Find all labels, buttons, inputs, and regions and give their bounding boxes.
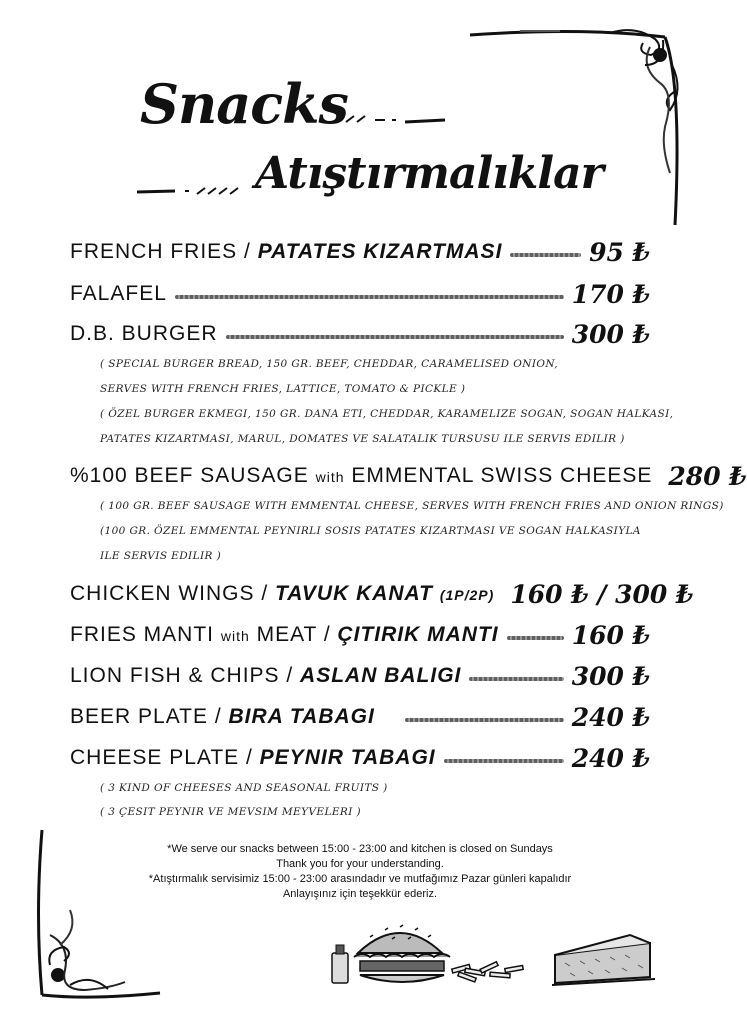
menu-item-fries-manti xyxy=(70,619,650,651)
sausage-description-line: (100 GR. ÖZEL EMMENTAL PEYNIRLI SOSIS PATATES KIZARTMASI VE SOGAN HALKASIYLA xyxy=(100,525,641,537)
item-name: FRENCH FRIES / xyxy=(70,240,258,263)
item-price: 95 ₺ xyxy=(589,237,650,267)
cheese-description-line: ( 3 KIND OF CHEESES AND SEASONAL FRUITS ) xyxy=(100,782,388,794)
item-price: 160 ₺ / 300 ₺ xyxy=(510,579,694,609)
thank-you-note-tr: Anlayışınız için teşekkür ederiz. xyxy=(282,888,438,900)
sausage-description-line: ILE SERVIS EDILIR ) xyxy=(100,550,222,562)
dotted-leader xyxy=(469,677,563,681)
menu-item-db-burger xyxy=(70,318,650,350)
title-flourish-left xyxy=(135,178,250,200)
item-price: 160 ₺ xyxy=(571,620,650,650)
menu-item-chicken-wings xyxy=(70,578,694,610)
item-name-alt: PATATES KIZARTMASI xyxy=(257,240,503,263)
dotted-leader xyxy=(444,759,564,763)
dotted-leader xyxy=(507,636,564,640)
item-price: 240 ₺ xyxy=(571,702,650,732)
dotted-leader xyxy=(175,295,564,299)
item-name-alt: ÇITIRIK MANTI xyxy=(337,623,499,646)
item-name-alt: PEYNIR TABAGI xyxy=(259,746,436,769)
item-name: CHEESE PLATE / xyxy=(70,746,260,769)
fries-icon xyxy=(452,962,523,982)
item-name: LION FISH & CHIPS / xyxy=(70,664,301,687)
burger-description-line: ( ÖZEL BURGER EKMEGI, 150 GR. DANA ETI, CHEDDAR, KARAMELIZE SOGAN, SOGAN HALKASI, xyxy=(100,408,674,420)
item-name-alt: BIRA TABAGI xyxy=(228,705,375,728)
item-name: MEAT / xyxy=(249,623,338,646)
item-price: 300 ₺ xyxy=(571,319,650,349)
corner-ornament-top-right xyxy=(460,25,695,240)
menu-subtitle: Atıştırmalıklar xyxy=(255,148,603,199)
item-name: %100 BEEF SAUSAGE xyxy=(70,464,316,487)
item-price: 170 ₺ xyxy=(571,279,650,309)
menu-title: Snacks xyxy=(140,72,348,136)
sausage-description-line: ( 100 GR. BEEF SAUSAGE WITH EMMENTAL CHEESE, SERVES WITH FRENCH FRIES AND ONION RINGS) xyxy=(100,500,724,512)
menu-item-beef-sausage xyxy=(70,460,747,492)
burger-description-line: SERVES WITH FRENCH FRIES, LATTICE, TOMATO & PICKLE ) xyxy=(100,383,466,395)
menu-item-lion-fish xyxy=(70,660,650,692)
menu-item-cheese-plate xyxy=(70,742,650,774)
burger-description-line: PATATES KIZARTMASI, MARUL, DOMATES VE SALATALIK TURSUSU ILE SERVIS EDILIR ) xyxy=(100,433,625,445)
item-name: FALAFEL xyxy=(70,282,167,305)
item-name: BEER PLATE / xyxy=(70,705,229,728)
item-price: 240 ₺ xyxy=(571,743,650,773)
dotted-leader xyxy=(226,335,564,339)
title-flourish-right xyxy=(330,110,450,130)
dotted-leader xyxy=(510,253,581,257)
menu-item-french-fries xyxy=(70,236,650,268)
item-name: EMMENTAL SWISS CHEESE xyxy=(344,464,653,487)
item-price: 280 ₺ xyxy=(668,461,747,491)
menu-item-falafel xyxy=(70,278,650,310)
cheese-description-line: ( 3 ÇESIT PEYNIR VE MEVSIM MEYVELERI ) xyxy=(100,806,362,818)
item-price: 300 ₺ xyxy=(571,661,650,691)
cheesecake-icon xyxy=(552,935,655,985)
burger-description-line: ( SPECIAL BURGER BREAD, 150 GR. BEEF, CHEDDAR, CARAMELISED ONION, xyxy=(100,358,559,370)
item-name-alt: ASLAN BALIGI xyxy=(300,664,462,687)
item-portion-note: (1P/2P) xyxy=(439,587,495,603)
item-name: D.B. BURGER xyxy=(70,322,218,345)
item-name-with: with xyxy=(315,469,345,485)
item-name-with: with xyxy=(220,628,250,644)
service-hours-note: *We serve our snacks between 15:00 - 23:00 and kitchen is closed on Sundays xyxy=(167,843,553,855)
burger-icon xyxy=(354,925,450,982)
item-name: FRIES MANTI xyxy=(70,623,221,646)
thank-you-note: Thank you for your understanding. xyxy=(276,858,444,870)
sauce-bottle-icon xyxy=(332,945,348,983)
item-name: CHICKEN WINGS / xyxy=(70,582,276,605)
item-name-alt: TAVUK KANAT xyxy=(275,582,440,605)
food-illustration xyxy=(330,915,670,990)
dotted-leader xyxy=(405,718,564,722)
service-hours-note-tr: *Atıştırmalık servisimiz 15:00 - 23:00 arasındadır ve mutfağımız Pazar günleri kapalıdır xyxy=(148,873,572,885)
menu-item-beer-plate xyxy=(70,701,650,733)
